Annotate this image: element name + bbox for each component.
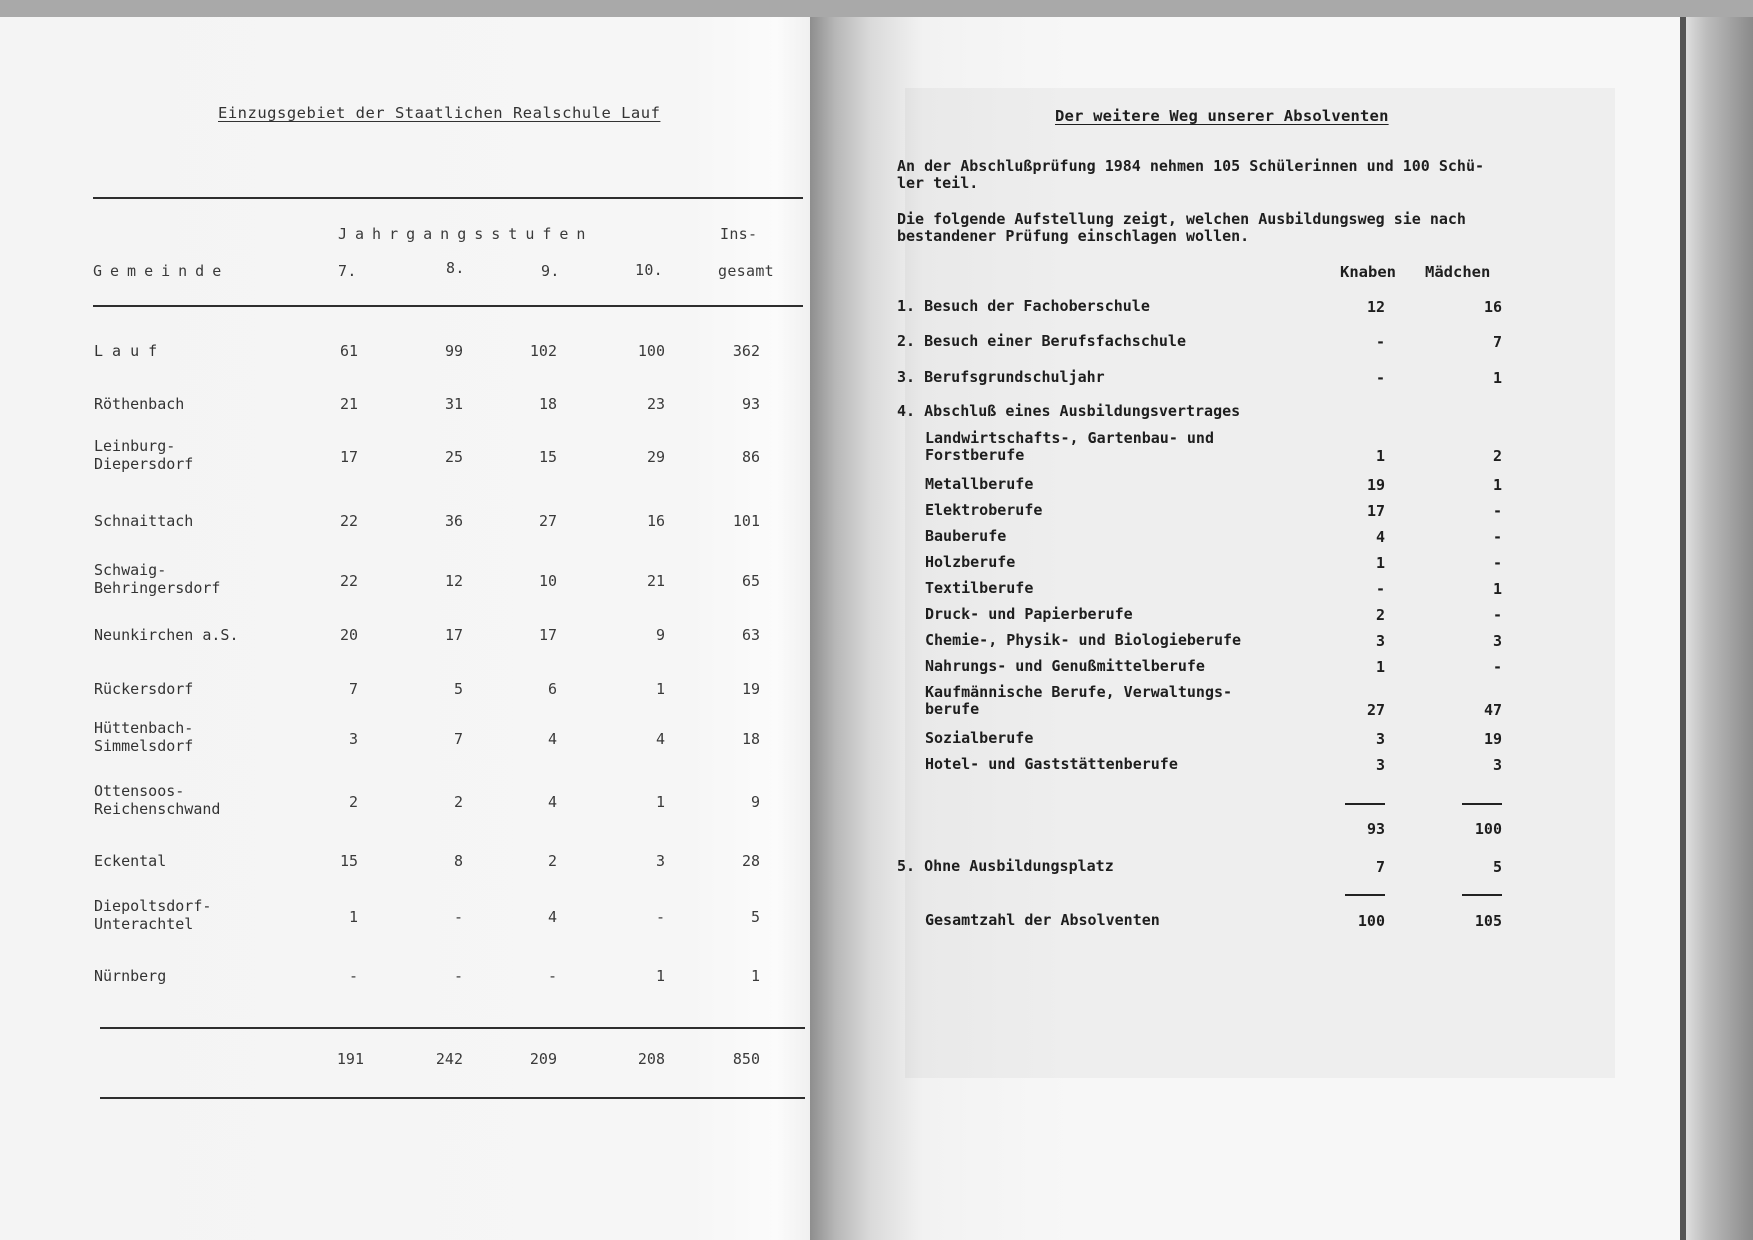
subcategory-item (925, 554, 1015, 571)
category-item-line: 2. Besuch einer Berufsfachschule (897, 332, 1186, 350)
grade-10-cell: 1 (655, 967, 665, 985)
subcategory-item-line: Elektroberufe (925, 501, 1043, 519)
subcategory-item (925, 684, 1232, 718)
row-total-cell: 9 (750, 793, 760, 811)
category-item (897, 298, 1150, 315)
table-header-rule (93, 305, 803, 307)
knaben-value: 7 (1375, 858, 1385, 876)
header-insgesamt-1: Ins- (720, 225, 758, 243)
table-totals-top-rule (100, 1027, 805, 1029)
maedchen-value: 19 (1483, 730, 1502, 748)
grade-7-cell: 7 (348, 680, 358, 698)
subtotal-rule-maedchen (1462, 803, 1502, 805)
grade-9-cell: 4 (547, 793, 557, 811)
row-total-cell: 28 (741, 852, 760, 870)
grand-total-cell: 850 (732, 1050, 760, 1068)
maedchen-value: - (1492, 528, 1502, 546)
maedchen-value: - (1492, 658, 1502, 676)
gemeinde-name-line: Rückersdorf (94, 680, 194, 698)
gemeinde-name-line: Neunkirchen a.S. (94, 626, 239, 644)
subcategory-item-line: Sozialberufe (925, 729, 1034, 747)
table-top-rule (93, 197, 803, 199)
grade-9-cell: 2 (547, 852, 557, 870)
gemeinde-name-line: Röthenbach (94, 395, 185, 413)
grade-10-cell: 29 (646, 448, 665, 466)
subcategory-item-line: Metallberufe (925, 475, 1034, 493)
header-grade-10: 10. (635, 261, 663, 279)
subtotal-maedchen: 100 (1474, 820, 1502, 838)
subcategory-item (925, 476, 1033, 493)
gemeinde-name-line: Reichenschwand (94, 800, 221, 818)
grade-10-cell: 100 (637, 342, 665, 360)
category-item-line: 1. Besuch der Fachoberschule (897, 297, 1150, 315)
grade-8-cell: 12 (444, 572, 463, 590)
subtotal-knaben: 93 (1366, 820, 1385, 838)
subcategory-item-line: Chemie-, Physik- und Biologieberufe (925, 631, 1242, 649)
subcategory-item (925, 632, 1241, 649)
subcategory-item-line: Textilberufe (925, 579, 1034, 597)
subcategory-item-line: Forstberufe (925, 446, 1025, 464)
grade-9-cell: 18 (538, 395, 557, 413)
row-total-cell: 63 (741, 626, 760, 644)
gemeinde-name (94, 561, 220, 597)
gemeinde-name (94, 512, 193, 530)
intro-line-1: An der Abschlußprüfung 1984 nehmen 105 Schülerinnen und 100 Schü- (897, 157, 1484, 175)
total-rule-maedchen (1462, 894, 1502, 896)
grade-7-total-cell: 191 (336, 1050, 364, 1068)
grade-10-cell: 9 (655, 626, 665, 644)
grade-8-cell: 17 (444, 626, 463, 644)
gemeinde-name-line: Simmelsdorf (94, 737, 194, 755)
grade-7-cell: 21 (339, 395, 358, 413)
gemeinde-name-line: L a u f (94, 342, 158, 360)
subcategory-item-line: berufe (925, 700, 980, 718)
header-insgesamt-2: gesamt (718, 262, 774, 280)
gemeinde-name (94, 437, 193, 473)
grade-8-cell: - (453, 908, 463, 926)
gemeinde-name-line: Hüttenbach- (94, 719, 194, 737)
maedchen-value: 1 (1492, 580, 1502, 598)
knaben-value: 27 (1366, 701, 1385, 719)
knaben-value: 19 (1366, 476, 1385, 494)
knaben-value: 12 (1366, 298, 1385, 316)
knaben-value: 2 (1375, 606, 1385, 624)
grade-8-total-cell: 242 (435, 1050, 463, 1068)
grade-8-cell: 31 (444, 395, 463, 413)
row-total-cell: 65 (741, 572, 760, 590)
grade-9-cell: 27 (538, 512, 557, 530)
subcategory-item (925, 502, 1042, 519)
gemeinde-name-line: Unterachtel (94, 915, 194, 933)
gemeinde-name (94, 967, 166, 985)
grade-9-cell: 17 (538, 626, 557, 644)
description-paragraph (897, 211, 1617, 245)
grade-7-cell: 1 (348, 908, 358, 926)
grade-7-cell: - (348, 967, 358, 985)
grade-10-cell: 23 (646, 395, 665, 413)
grand-total-knaben: 100 (1357, 912, 1385, 930)
knaben-value: 4 (1375, 528, 1385, 546)
header-grade-7: 7. (338, 262, 357, 280)
maedchen-value: 1 (1492, 476, 1502, 494)
header-grade-9: 9. (541, 262, 560, 280)
column-header-knaben: Knaben (1340, 263, 1396, 281)
grand-total-label: Gesamtzahl der Absolventen (925, 911, 1160, 929)
subcategory-item-line: Hotel- und Gaststättenberufe (925, 755, 1178, 773)
subcategory-item (925, 430, 1214, 464)
subtotal-rule-knaben (1345, 803, 1385, 805)
grade-9-cell: 6 (547, 680, 557, 698)
knaben-value: 3 (1375, 632, 1385, 650)
grade-8-cell: 7 (453, 730, 463, 748)
grade-9-cell: 102 (529, 342, 557, 360)
scan-background (1686, 17, 1753, 1240)
header-gemeinde: Gemeinde (93, 262, 230, 280)
grade-8-cell: 99 (444, 342, 463, 360)
maedchen-value: 1 (1492, 369, 1502, 387)
maedchen-value: 16 (1483, 298, 1502, 316)
grand-total-maedchen: 105 (1474, 912, 1502, 930)
maedchen-value: 3 (1492, 756, 1502, 774)
gemeinde-name (94, 852, 166, 870)
subcategory-item (925, 730, 1033, 747)
maedchen-value: - (1492, 606, 1502, 624)
knaben-value: 1 (1375, 658, 1385, 676)
table-bottom-rule (100, 1097, 805, 1099)
intro-line-2: ler teil. (897, 174, 979, 192)
header-jahrgangsstufen: Jahrgangsstufen (338, 225, 594, 243)
subcategory-item-line: Nahrungs- und Genußmittelberufe (925, 657, 1205, 675)
maedchen-value: - (1492, 554, 1502, 572)
grade-8-cell: - (453, 967, 463, 985)
grade-10-cell: 4 (655, 730, 665, 748)
gemeinde-name (94, 626, 239, 644)
category-item (897, 333, 1186, 350)
grade-7-cell: 20 (339, 626, 358, 644)
gemeinde-name-line: Ottensoos- (94, 782, 185, 800)
subcategory-item (925, 580, 1033, 597)
grade-7-cell: 2 (348, 793, 358, 811)
right-page-title: Der weitere Weg unserer Absolventen (1055, 107, 1389, 125)
grade-7-cell: 22 (339, 572, 358, 590)
grade-9-cell: 15 (538, 448, 557, 466)
knaben-value: - (1375, 580, 1385, 598)
knaben-value: - (1375, 369, 1385, 387)
grade-9-cell: 4 (547, 908, 557, 926)
grade-10-cell: - (655, 908, 665, 926)
row-total-cell: 19 (741, 680, 760, 698)
grade-7-cell: 15 (339, 852, 358, 870)
subcategory-item-line: Holzberufe (925, 553, 1016, 571)
subcategory-item (925, 606, 1133, 623)
maedchen-value: 7 (1492, 333, 1502, 351)
subcategory-item-line: Druck- und Papierberufe (925, 605, 1133, 623)
row-total-cell: 86 (741, 448, 760, 466)
gemeinde-name (94, 680, 193, 698)
subcategory-item (925, 658, 1205, 675)
grade-10-total-cell: 208 (637, 1050, 665, 1068)
gemeinde-name (94, 897, 211, 933)
knaben-value: 17 (1366, 502, 1385, 520)
header-grade-8: 8. (446, 259, 465, 277)
knaben-value: 3 (1375, 756, 1385, 774)
subcategory-item (925, 528, 1006, 545)
total-rule-knaben (1345, 894, 1385, 896)
row-total-cell: 1 (750, 967, 760, 985)
knaben-value: - (1375, 333, 1385, 351)
gemeinde-name-line: Leinburg- (94, 437, 176, 455)
grade-7-cell: 22 (339, 512, 358, 530)
row-total-cell: 362 (732, 342, 760, 360)
gemeinde-name-line: Schnaittach (94, 512, 194, 530)
gemeinde-name-line: Behringersdorf (94, 579, 221, 597)
grade-7-cell: 3 (348, 730, 358, 748)
category-item-line: 4. Abschluß eines Ausbildungsvertrages (897, 402, 1241, 420)
scan-top-edge (0, 0, 1753, 18)
gemeinde-name (94, 782, 220, 818)
gemeinde-name-line: Diepersdorf (94, 455, 194, 473)
maedchen-value: 5 (1492, 858, 1502, 876)
knaben-value: 3 (1375, 730, 1385, 748)
knaben-value: 1 (1375, 554, 1385, 572)
subcategory-item (925, 756, 1178, 773)
grade-8-cell: 2 (453, 793, 463, 811)
row-total-cell: 93 (741, 395, 760, 413)
description-line-2: bestandener Prüfung einschlagen wollen. (897, 227, 1250, 245)
gemeinde-name-line: Nürnberg (94, 967, 167, 985)
grade-7-cell: 61 (339, 342, 358, 360)
subcategory-item-line: Kaufmännische Berufe, Verwaltungs- (925, 683, 1233, 701)
knaben-value: 1 (1375, 447, 1385, 465)
maedchen-value: 2 (1492, 447, 1502, 465)
grade-10-cell: 16 (646, 512, 665, 530)
grade-8-cell: 25 (444, 448, 463, 466)
gemeinde-name-line: Eckental (94, 852, 167, 870)
grade-9-cell: - (547, 967, 557, 985)
description-line-1: Die folgende Aufstellung zeigt, welchen Ausbildungsweg sie nach (897, 210, 1466, 228)
grade-8-cell: 5 (453, 680, 463, 698)
gemeinde-name-line: Diepoltsdorf- (94, 897, 212, 915)
grade-7-cell: 17 (339, 448, 358, 466)
grade-10-cell: 3 (655, 852, 665, 870)
grade-8-cell: 36 (444, 512, 463, 530)
grade-10-cell: 21 (646, 572, 665, 590)
grade-8-cell: 8 (453, 852, 463, 870)
gemeinde-name-line: Schwaig- (94, 561, 167, 579)
grade-10-cell: 1 (655, 793, 665, 811)
category-item (897, 403, 1240, 420)
left-page-title: Einzugsgebiet der Staatlichen Realschule Lauf (218, 104, 661, 122)
grade-9-total-cell: 209 (529, 1050, 557, 1068)
gemeinde-name (94, 395, 184, 413)
maedchen-value: - (1492, 502, 1502, 520)
maedchen-value: 47 (1483, 701, 1502, 719)
row-total-cell: 101 (732, 512, 760, 530)
subcategory-item-line: Landwirtschafts-, Gartenbau- und (925, 429, 1214, 447)
gemeinde-name (94, 719, 193, 755)
maedchen-value: 3 (1492, 632, 1502, 650)
row-total-cell: 5 (750, 908, 760, 926)
category-item-ohne-ausbildungsplatz: 5. Ohne Ausbildungsplatz (897, 857, 1114, 875)
grade-10-cell: 1 (655, 680, 665, 698)
intro-paragraph (897, 158, 1617, 192)
column-header-maedchen: Mädchen (1425, 263, 1491, 281)
subcategory-item-line: Bauberufe (925, 527, 1007, 545)
row-total-cell: 18 (741, 730, 760, 748)
grade-9-cell: 4 (547, 730, 557, 748)
category-item (897, 369, 1105, 386)
gemeinde-name (94, 342, 157, 360)
grade-9-cell: 10 (538, 572, 557, 590)
category-item-line: 3. Berufsgrundschuljahr (897, 368, 1105, 386)
